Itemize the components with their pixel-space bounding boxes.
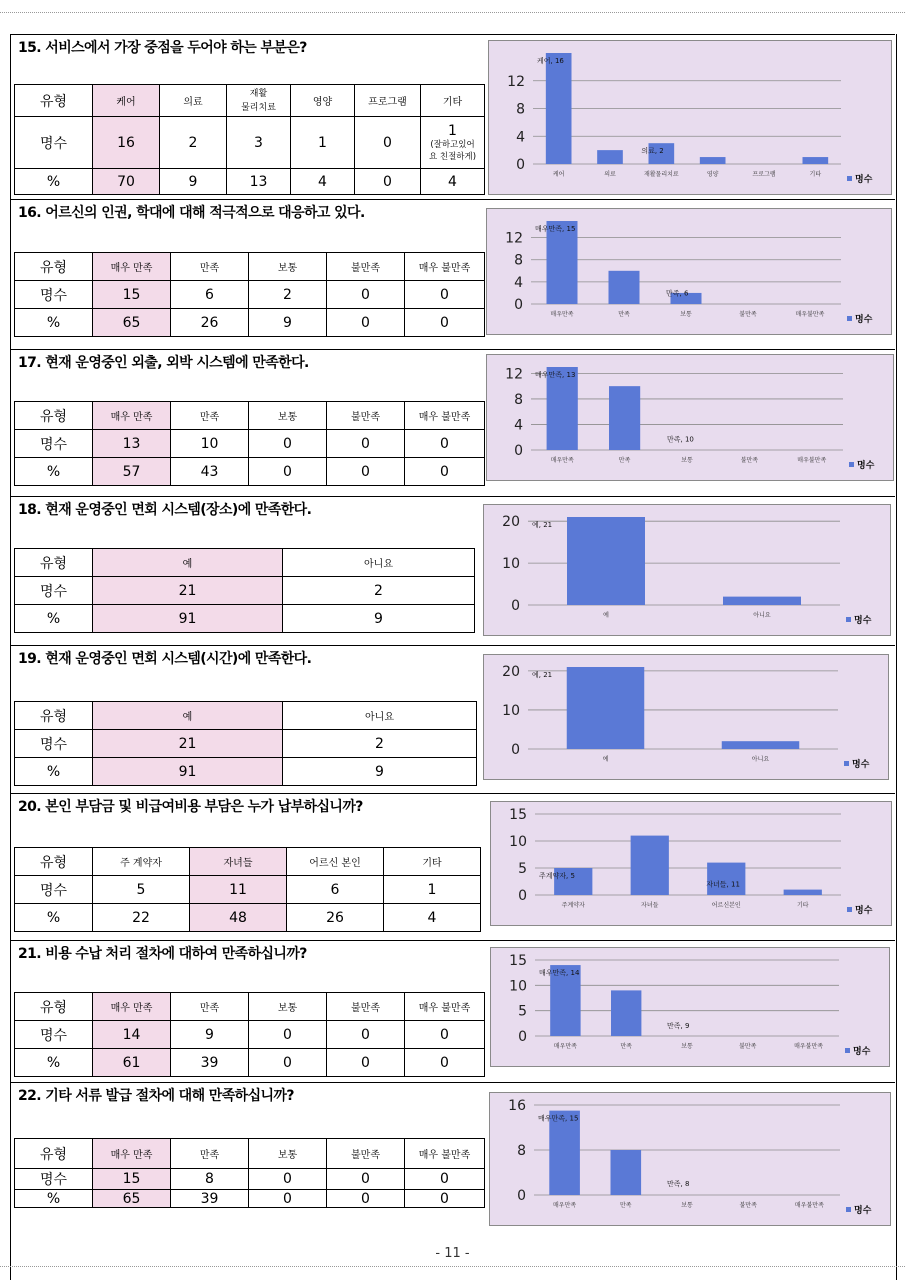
y-tick-label: 12	[507, 73, 525, 90]
y-tick-label: 5	[518, 861, 527, 877]
chart-svg	[490, 1093, 890, 1225]
bar	[546, 53, 572, 164]
header-cell: 불만족	[327, 402, 405, 430]
legend-swatch	[845, 1048, 850, 1053]
header-cell: 불만족	[327, 1139, 405, 1169]
count-cell: 0	[249, 1169, 327, 1190]
bar	[803, 157, 829, 164]
count-cell: 0	[327, 430, 405, 458]
count-cell: 2	[160, 117, 227, 169]
bar	[609, 386, 640, 450]
x-tick-label: 영양	[706, 171, 719, 178]
row-label-count: 명수	[15, 430, 93, 458]
bar	[707, 863, 745, 895]
count-cell: 0	[355, 117, 421, 169]
chart-svg	[489, 41, 891, 194]
chart-svg	[487, 355, 893, 480]
legend-label: 명수	[854, 1206, 872, 1216]
question-19	[10, 645, 895, 794]
question-title: 21. 비용 수납 처리 절차에 대하여 만족하십니까?	[18, 946, 307, 962]
data-label: 자녀들, 11	[706, 880, 740, 889]
x-tick-label: 주계약자	[561, 902, 585, 909]
x-tick-label: 매우만족	[550, 311, 574, 318]
x-tick-label: 불만족	[739, 1202, 757, 1209]
data-label: 예, 21	[532, 521, 553, 529]
header-cell: 예	[93, 549, 283, 577]
question-15	[10, 34, 895, 200]
y-tick-label: 5	[518, 1003, 527, 1020]
bar	[597, 150, 623, 164]
header-cell: 예	[93, 702, 283, 730]
header-cell: 보통	[249, 402, 327, 430]
count-cell: 0	[327, 1021, 405, 1049]
percent-cell: 91	[93, 605, 283, 633]
bar-chart	[486, 208, 892, 335]
x-tick-label: 불만족	[739, 311, 757, 318]
y-tick-label: 4	[516, 129, 525, 146]
count-cell: 3	[227, 117, 291, 169]
header-cell: 불만족	[327, 253, 405, 281]
header-cell: 매우 만족	[93, 253, 171, 281]
legend-swatch	[847, 907, 852, 912]
count-cell: 21	[93, 577, 283, 605]
y-tick-label: 8	[516, 101, 525, 118]
row-label-count: 명수	[15, 117, 93, 169]
survey-table	[14, 401, 485, 486]
count-cell: 5	[93, 876, 190, 904]
header-cell: 자녀들	[190, 848, 287, 876]
data-label: 매우만족, 13	[535, 371, 576, 379]
y-tick-label: 10	[502, 556, 520, 573]
header-cell: 매우 불만족	[405, 253, 485, 281]
header-text: 재활 물리치료	[241, 88, 276, 113]
legend-label: 명수	[853, 1047, 871, 1057]
y-tick-label: 0	[514, 443, 523, 459]
row-label-percent: %	[15, 458, 93, 486]
count-cell: 0	[405, 1169, 485, 1190]
bar-chart	[483, 654, 889, 780]
header-cell: 매우 만족	[93, 402, 171, 430]
row-label-type: 유형	[15, 402, 93, 430]
percent-cell: 0	[405, 458, 485, 486]
y-tick-label: 10	[509, 978, 527, 995]
header-cell: 아니요	[283, 702, 477, 730]
question-18	[10, 496, 895, 646]
count-cell: 0	[327, 1169, 405, 1190]
percent-cell: 0	[249, 1190, 327, 1208]
percent-cell: 0	[327, 309, 405, 337]
row-label-count: 명수	[15, 876, 93, 904]
x-tick-label: 기타	[796, 902, 809, 909]
row-label-percent: %	[15, 1190, 93, 1208]
bar	[547, 367, 578, 450]
data-label: 만족, 6	[666, 289, 689, 298]
x-tick-label: 보통	[681, 1043, 693, 1050]
row-label-percent: %	[15, 758, 93, 786]
data-label: 주계약자, 5	[539, 872, 575, 880]
header-cell: 케어	[93, 85, 160, 117]
header-cell: 만족	[171, 1139, 249, 1169]
count-cell: 21	[93, 730, 283, 758]
bar-chart	[490, 801, 892, 926]
header-cell: 매우 불만족	[405, 993, 485, 1021]
data-label: 만족, 8	[667, 1179, 690, 1188]
bar	[784, 890, 822, 895]
percent-cell: 9	[160, 169, 227, 195]
percent-cell: 0	[405, 1190, 485, 1208]
chart-svg	[491, 948, 889, 1066]
header-cell	[227, 85, 291, 117]
survey-table	[14, 548, 475, 633]
y-tick-label: 12	[505, 366, 523, 383]
header-cell: 매우 불만족	[405, 402, 485, 430]
header-cell: 어르신 본인	[287, 848, 384, 876]
row-label-type: 유형	[15, 993, 93, 1021]
percent-cell: 9	[283, 605, 475, 633]
count-cell: 2	[283, 730, 477, 758]
count-cell: 6	[287, 876, 384, 904]
x-tick-label: 의료	[604, 171, 616, 178]
question-title: 15. 서비스에서 가장 중점을 두어야 하는 부분은?	[18, 40, 307, 56]
count-cell: 15	[93, 1169, 171, 1190]
header-cell: 만족	[171, 993, 249, 1021]
count-cell: 0	[405, 281, 485, 309]
question-title: 18. 현재 운영중인 면회 시스템(장소)에 만족한다.	[18, 502, 312, 518]
percent-cell: 4	[384, 904, 481, 932]
x-tick-label: 보통	[681, 457, 693, 464]
y-tick-label: 8	[514, 252, 523, 269]
header-cell: 의료	[160, 85, 227, 117]
percent-cell: 26	[171, 309, 249, 337]
x-tick-label: 매우불만족	[795, 311, 825, 318]
percent-cell: 13	[227, 169, 291, 195]
row-label-percent: %	[15, 904, 93, 932]
header-cell: 만족	[171, 253, 249, 281]
percent-cell: 0	[327, 1049, 405, 1077]
row-label-type: 유형	[15, 253, 93, 281]
legend-swatch	[847, 316, 852, 321]
header-cell: 기타	[421, 85, 485, 117]
header-cell: 주 계약자	[93, 848, 190, 876]
x-tick-label: 매우불만족	[794, 1043, 824, 1050]
bar	[567, 667, 645, 749]
legend-swatch	[847, 176, 852, 181]
bar	[609, 271, 640, 304]
y-tick-label: 0	[514, 297, 523, 313]
x-tick-label: 어르신본인	[711, 902, 741, 909]
percent-cell: 48	[190, 904, 287, 932]
count-cell: 10	[171, 430, 249, 458]
survey-table	[14, 252, 485, 337]
count-cell: 6	[171, 281, 249, 309]
count-cell: 8	[171, 1169, 249, 1190]
legend-label: 명수	[855, 175, 873, 185]
x-tick-label: 만족	[618, 457, 631, 464]
percent-cell: 0	[327, 1190, 405, 1208]
percent-cell: 39	[171, 1190, 249, 1208]
row-label-percent: %	[15, 1049, 93, 1077]
question-title: 20. 본인 부담금 및 비급여비용 부담은 누가 납부하십니까?	[18, 799, 363, 815]
question-22	[10, 1082, 895, 1233]
question-16	[10, 199, 895, 350]
bar	[547, 221, 578, 304]
row-label-type: 유형	[15, 85, 93, 117]
bar-chart	[486, 354, 894, 481]
y-tick-label: 12	[505, 230, 523, 247]
y-tick-label: 16	[508, 1098, 526, 1114]
count-cell: 9	[171, 1021, 249, 1049]
legend-label: 명수	[855, 315, 873, 325]
legend-swatch	[844, 761, 849, 766]
count-cell	[421, 117, 485, 169]
bar	[722, 741, 800, 749]
percent-cell: 0	[355, 169, 421, 195]
x-tick-label: 불만족	[740, 457, 759, 464]
count-cell: 1	[384, 876, 481, 904]
header-cell: 기타	[384, 848, 481, 876]
x-tick-label: 기타	[809, 171, 822, 178]
row-label-type: 유형	[15, 848, 93, 876]
bar	[549, 1111, 580, 1195]
chart-svg	[487, 209, 891, 334]
row-label-percent: %	[15, 169, 93, 195]
percent-cell: 57	[93, 458, 171, 486]
percent-cell: 9	[283, 758, 477, 786]
bar-chart	[490, 947, 890, 1067]
survey-table	[14, 992, 485, 1077]
count-cell: 0	[249, 1021, 327, 1049]
y-tick-label: 0	[511, 598, 520, 614]
data-label: 매우만족, 15	[538, 1114, 579, 1123]
row-label-count: 명수	[15, 281, 93, 309]
question-title: 19. 현재 운영중인 면회 시스템(시간)에 만족한다.	[18, 651, 312, 667]
x-tick-label: 보통	[681, 1202, 693, 1209]
header-cell: 보통	[249, 1139, 327, 1169]
x-tick-label: 만족	[620, 1043, 632, 1050]
data-label: 만족, 10	[667, 435, 694, 444]
row-label-count: 명수	[15, 1021, 93, 1049]
legend-swatch	[846, 1207, 851, 1212]
x-tick-label: 예	[602, 756, 609, 763]
percent-cell: 0	[327, 458, 405, 486]
percent-cell: 0	[405, 1049, 485, 1077]
percent-cell: 4	[421, 169, 485, 195]
x-tick-label: 보통	[680, 311, 692, 318]
chart-svg	[484, 655, 888, 779]
chart-svg	[491, 802, 891, 925]
y-tick-label: 15	[509, 953, 527, 969]
header-cell: 프로그램	[355, 85, 421, 117]
header-cell: 보통	[249, 993, 327, 1021]
y-tick-label: 0	[511, 742, 520, 758]
y-tick-label: 20	[502, 663, 520, 680]
y-tick-label: 10	[502, 702, 520, 719]
bar	[567, 517, 645, 605]
top-dotted-rule	[0, 12, 905, 13]
bar-chart	[489, 1092, 891, 1226]
y-tick-label: 0	[518, 888, 527, 904]
y-tick-label: 20	[502, 514, 520, 531]
percent-cell: 9	[249, 309, 327, 337]
data-label: 만족, 9	[667, 1021, 690, 1030]
question-20	[10, 793, 895, 941]
count-cell: 2	[249, 281, 327, 309]
question-title: 17. 현재 운영중인 외출, 외박 시스템에 만족한다.	[18, 355, 309, 371]
bar	[631, 836, 669, 895]
count-note: (잘하고있어 요 친절하게)	[428, 139, 477, 162]
percent-cell: 65	[93, 1190, 171, 1208]
row-label-count: 명수	[15, 730, 93, 758]
x-tick-label: 매우만족	[550, 457, 574, 464]
y-tick-label: 0	[516, 157, 525, 173]
percent-cell: 0	[405, 309, 485, 337]
percent-cell: 91	[93, 758, 283, 786]
header-cell: 매우 만족	[93, 1139, 171, 1169]
y-tick-label: 4	[514, 274, 523, 291]
percent-cell: 0	[249, 1049, 327, 1077]
percent-cell: 65	[93, 309, 171, 337]
survey-table	[14, 701, 477, 786]
header-cell: 만족	[171, 402, 249, 430]
count-cell: 0	[405, 430, 485, 458]
x-tick-label: 프로그램	[752, 171, 776, 178]
legend-label: 명수	[857, 461, 875, 471]
count-cell: 1	[291, 117, 355, 169]
count-cell: 0	[249, 430, 327, 458]
x-tick-label: 예	[603, 612, 609, 619]
y-tick-label: 15	[509, 807, 527, 823]
percent-cell: 22	[93, 904, 190, 932]
legend-swatch	[846, 617, 851, 622]
count-cell: 15	[93, 281, 171, 309]
percent-cell: 70	[93, 169, 160, 195]
survey-table	[14, 847, 481, 932]
header-cell: 영양	[291, 85, 355, 117]
percent-cell: 4	[291, 169, 355, 195]
legend-label: 명수	[854, 616, 872, 626]
header-cell: 아니요	[283, 549, 475, 577]
count-cell: 2	[283, 577, 475, 605]
legend-label: 명수	[852, 760, 870, 770]
x-tick-label: 매우만족	[553, 1202, 577, 1209]
x-tick-label: 케어	[552, 171, 565, 178]
bottom-dotted-rule	[0, 1266, 905, 1267]
bar	[611, 990, 641, 1036]
data-label: 예, 21	[532, 671, 553, 679]
bar-chart	[488, 40, 892, 195]
question-title: 22. 기타 서류 발급 절차에 대해 만족하십니까?	[18, 1088, 294, 1104]
bar-chart	[483, 504, 891, 636]
row-label-type: 유형	[15, 702, 93, 730]
y-tick-label: 8	[514, 391, 523, 408]
bar	[611, 1150, 642, 1195]
x-tick-label: 아니요	[751, 756, 770, 763]
data-label: 매우만족, 15	[535, 225, 576, 233]
x-tick-label: 재활물리치료	[643, 171, 679, 178]
x-tick-label: 불만족	[739, 1043, 757, 1050]
x-tick-label: 매우만족	[553, 1043, 577, 1050]
x-tick-label: 아니요	[753, 612, 771, 619]
x-tick-label: 자녀들	[641, 902, 659, 909]
data-label: 의료, 2	[641, 147, 664, 156]
row-label-type: 유형	[15, 549, 93, 577]
chart-svg	[484, 505, 890, 635]
x-tick-label: 만족	[620, 1202, 632, 1209]
question-21	[10, 940, 895, 1083]
x-tick-label: 매우불만족	[794, 1202, 824, 1209]
count-cell: 16	[93, 117, 160, 169]
data-label: 케어, 16	[537, 57, 564, 65]
bar	[700, 157, 726, 164]
percent-cell: 26	[287, 904, 384, 932]
count-cell: 13	[93, 430, 171, 458]
row-label-percent: %	[15, 309, 93, 337]
header-cell: 불만족	[327, 993, 405, 1021]
header-cell: 보통	[249, 253, 327, 281]
row-label-type: 유형	[15, 1139, 93, 1169]
survey-table	[14, 1138, 485, 1208]
question-17	[10, 349, 895, 497]
legend-swatch	[849, 462, 854, 467]
y-tick-label: 10	[509, 834, 527, 850]
header-cell: 매우 만족	[93, 993, 171, 1021]
legend-label: 명수	[855, 906, 873, 916]
x-tick-label: 매우불만족	[797, 457, 827, 464]
row-label-count: 명수	[15, 577, 93, 605]
percent-cell: 43	[171, 458, 249, 486]
percent-cell: 0	[249, 458, 327, 486]
bar	[723, 597, 801, 605]
survey-table	[14, 84, 485, 195]
row-label-count: 명수	[15, 1169, 93, 1190]
y-tick-label: 0	[518, 1029, 527, 1045]
percent-cell: 61	[93, 1049, 171, 1077]
count-cell: 0	[327, 281, 405, 309]
y-tick-label: 0	[517, 1188, 526, 1204]
page-number: - 11 -	[435, 1246, 470, 1261]
y-tick-label: 4	[514, 417, 523, 434]
data-label: 매우만족, 14	[539, 969, 580, 978]
header-cell: 매우 불만족	[405, 1139, 485, 1169]
x-tick-label: 만족	[618, 311, 630, 318]
y-tick-label: 8	[517, 1143, 526, 1159]
count-cell: 14	[93, 1021, 171, 1049]
count-cell: 11	[190, 876, 287, 904]
count-value: 1	[448, 122, 457, 139]
count-cell: 0	[405, 1021, 485, 1049]
question-title: 16. 어르신의 인권, 학대에 대해 적극적으로 대응하고 있다.	[18, 205, 365, 221]
percent-cell: 39	[171, 1049, 249, 1077]
row-label-percent: %	[15, 605, 93, 633]
